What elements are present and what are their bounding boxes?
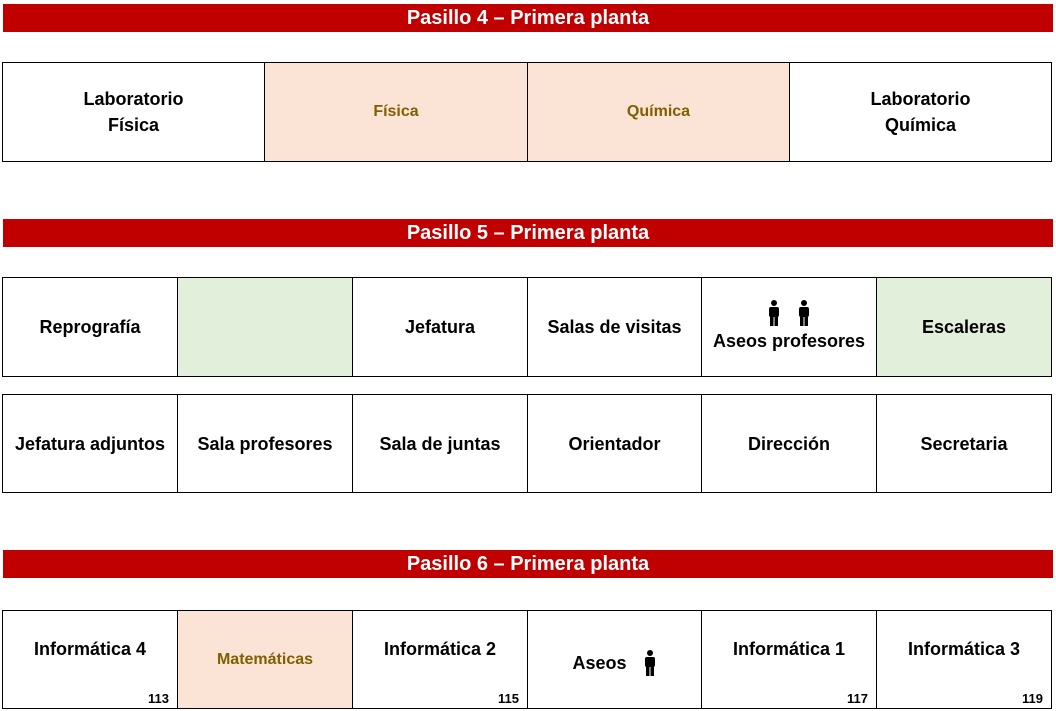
room-laboratorio-quimica[interactable] (789, 62, 1052, 162)
room-sala-profesores[interactable] (177, 394, 353, 493)
person-icon (797, 300, 811, 326)
department-matematicas[interactable] (177, 610, 353, 709)
room-salas-de-visitas[interactable] (527, 277, 702, 377)
room-label: Aseos (572, 652, 627, 673)
room-escaleras[interactable] (876, 277, 1052, 377)
room-label: Química (884, 115, 957, 135)
room-row (2, 610, 1052, 709)
person-icon (643, 650, 657, 676)
section-title-pasillo-5: Pasillo 5 – Primera planta (3, 219, 1053, 247)
room-reprografia[interactable] (2, 277, 178, 377)
department-label: Física (373, 103, 419, 120)
room-label: Informática 4 (33, 639, 147, 659)
room-number: 117 (847, 691, 868, 706)
room-label: Informática 3 (907, 639, 1021, 659)
room-number: 115 (498, 691, 519, 706)
room-label: Dirección (747, 433, 831, 454)
room-label: Sala de juntas (379, 433, 501, 454)
room-sala-de-juntas[interactable] (352, 394, 528, 493)
room-label: Secretaria (920, 433, 1008, 454)
room-informatica-1[interactable] (701, 610, 877, 709)
room-label: Informática 2 (383, 639, 497, 659)
room-label: Orientador (568, 433, 661, 454)
room-row (2, 394, 1052, 493)
section-title-pasillo-6: Pasillo 6 – Primera planta (3, 550, 1053, 578)
room-orientador[interactable] (527, 394, 702, 493)
room-aseos-profesores[interactable] (701, 277, 877, 377)
section-title-pasillo-4: Pasillo 4 – Primera planta (3, 4, 1053, 32)
room-label: Laboratorio (83, 89, 184, 109)
department-fisica[interactable] (264, 62, 528, 162)
room-label: Laboratorio (870, 89, 971, 109)
room-label: Reprografía (39, 317, 141, 337)
department-quimica[interactable] (527, 62, 790, 162)
room-number: 113 (148, 691, 169, 706)
person-icon (767, 300, 781, 326)
room-direccion[interactable] (701, 394, 877, 493)
room-number: 119 (1022, 691, 1043, 706)
room-unlabeled[interactable] (177, 277, 353, 377)
room-jefatura[interactable] (352, 277, 528, 377)
room-label: Escaleras (921, 317, 1007, 337)
room-label: Informática 1 (732, 639, 846, 659)
room-label: Sala profesores (197, 433, 333, 454)
department-label: Matemáticas (216, 650, 314, 668)
room-aseos[interactable] (527, 610, 702, 709)
restroom-icons (767, 300, 811, 326)
room-jefatura-adjuntos[interactable] (2, 394, 178, 493)
room-informatica-2[interactable] (352, 610, 528, 709)
room-label: Física (107, 115, 160, 135)
room-label: Salas de visitas (547, 317, 682, 337)
room-laboratorio-fisica[interactable] (2, 62, 265, 162)
room-label: Jefatura (404, 317, 476, 337)
room-secretaria[interactable] (876, 394, 1052, 493)
department-label: Química (626, 103, 691, 120)
room-row (2, 62, 1052, 162)
room-informatica-4[interactable] (2, 610, 178, 709)
room-label: Jefatura adjuntos (14, 433, 166, 454)
room-informatica-3[interactable] (876, 610, 1052, 709)
room-label: Aseos profesores (712, 331, 866, 351)
room-row (2, 277, 1052, 377)
